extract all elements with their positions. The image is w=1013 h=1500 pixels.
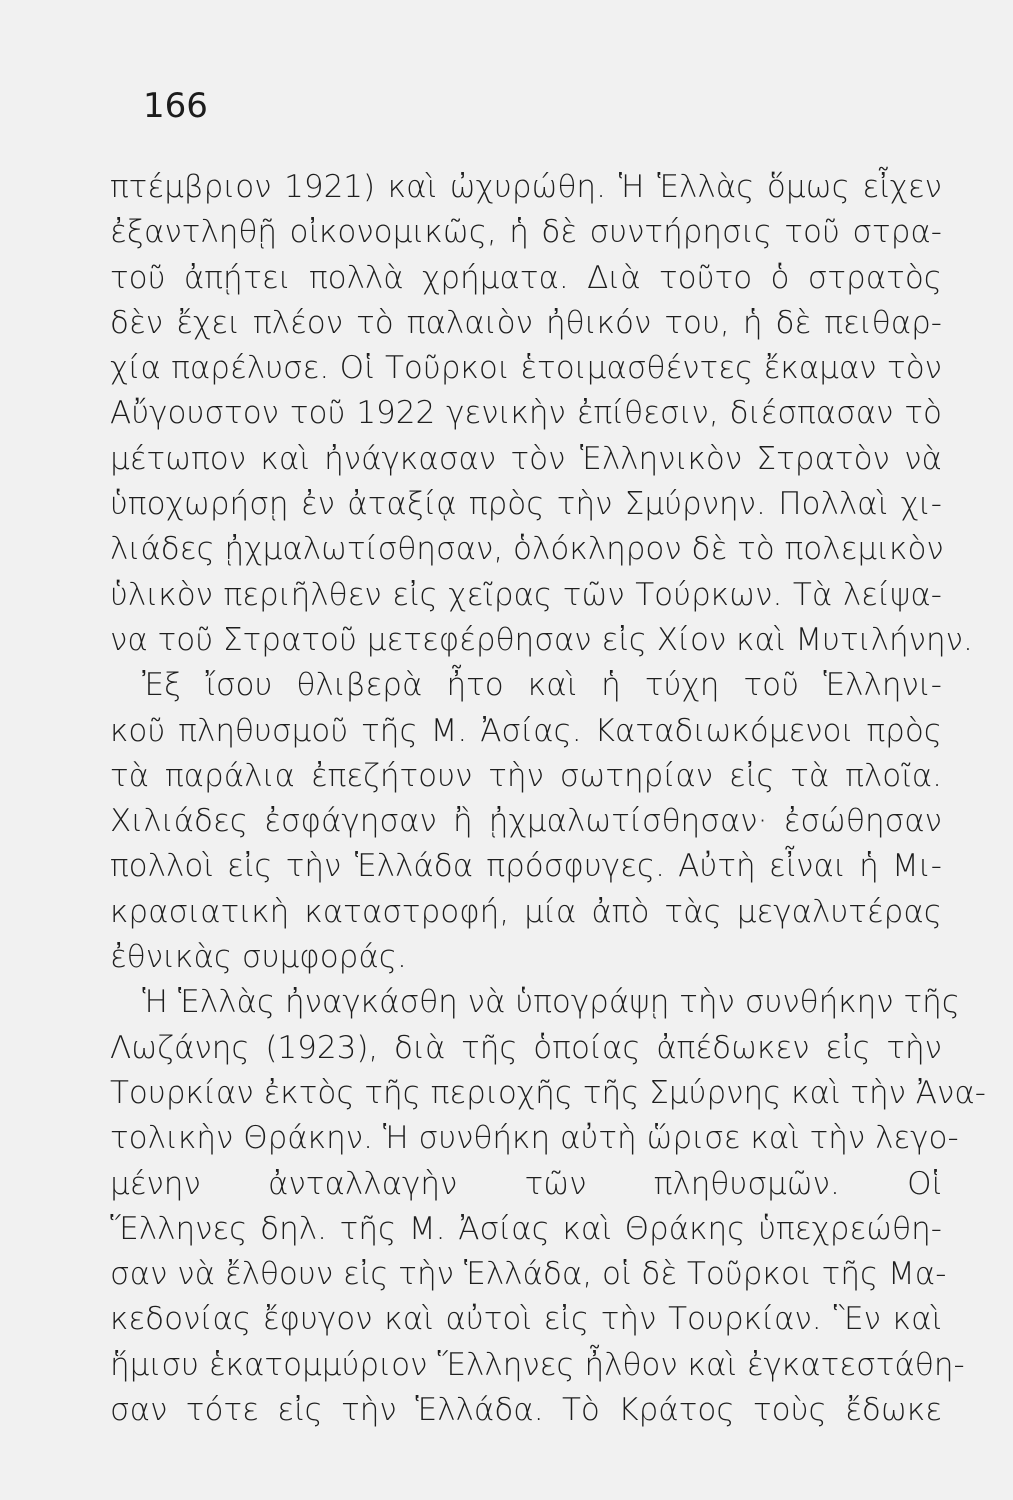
text-line: Αὔγουστον τοῦ 1922 γενικὴν ἐπίθεσιν, διέσπασαν τὸ — [110, 395, 942, 432]
text-line: τὰ παράλια ἐπεζήτουν τὴν σωτηρίαν εἰς τὰ πλοῖα. — [110, 757, 942, 794]
text-line: μένην ἀνταλλαγὴν τῶν πληθυσμῶν. Οἱ — [110, 1165, 942, 1202]
text-line: να τοῦ Στρατοῦ μετεφέρθησαν εἰς Χίον καὶ Μυτιλήνην. — [110, 621, 973, 658]
text-line: ἥμισυ ἑκατομμύριον Ἕλληνες ἦλθον καὶ ἐγκατεστάθη- — [110, 1346, 965, 1383]
text-line: τοῦ ἀπῄτει πολλὰ χρήματα. Διὰ τοῦτο ὁ στρατὸς — [110, 259, 942, 296]
text-line: σαν νὰ ἔλθουν εἰς τὴν Ἑλλάδα, οἱ δὲ Τοῦρκοι τῆς Μα- — [110, 1256, 947, 1293]
text-line: ἐθνικὰς συμφοράς. — [110, 939, 407, 976]
text-line: σαν τότε εἰς τὴν Ἑλλάδα. Τὸ Κράτος τοὺς ἔδωκε — [110, 1392, 942, 1429]
text-line: χία παρέλυσε. Οἱ Τοῦρκοι ἑτοιμασθέντες ἔκαμαν τὸν — [110, 350, 942, 387]
text-line: Τουρκίαν ἐκτὸς τῆς περιοχῆς τῆς Σμύρνης καὶ τὴν Ἀνα- — [110, 1074, 986, 1111]
text-line: ὑλικὸν περιῆλθεν εἰς χεῖρας τῶν Τούρκων. Τὰ λείψα- — [110, 576, 942, 613]
text-line: Ἕλληνες δηλ. τῆς Μ. Ἀσίας καὶ Θράκης ὑπεχρεώθη- — [110, 1210, 942, 1247]
text-line: δὲν ἔχει πλέον τὸ παλαιὸν ἠθικόν του, ἡ δὲ πειθαρ- — [110, 304, 942, 341]
text-line: ὑποχωρήσῃ ἐν ἀταξίᾳ πρὸς τὴν Σμύρνην. Πολλαὶ χι- — [110, 486, 942, 523]
text-line: κοῦ πληθυσμοῦ τῆς Μ. Ἀσίας. Καταδιωκόμενοι πρὸς — [110, 712, 942, 749]
text-line: Λωζάνης (1923), διὰ τῆς ὁποίας ἀπέδωκεν εἰς τὴν — [110, 1029, 942, 1066]
text-line: Ἐξ ἴσου θλιβερὰ ἦτο καὶ ἡ τύχη τοῦ Ἑλληνι- — [142, 667, 942, 704]
text-line: μέτωπον καὶ ἠνάγκασαν τὸν Ἑλληνικὸν Στρατὸν νὰ — [110, 440, 942, 477]
text-line: πολλοὶ εἰς τὴν Ἑλλάδα πρόσφυγες. Αὐτὴ εἶναι ἡ Μι- — [110, 848, 942, 885]
text-line: Χιλιάδες ἐσφάγησαν ἢ ᾐχμαλωτίσθησαν· ἐσώθησαν — [110, 803, 942, 840]
text-line: κρασιατικὴ καταστροφή, μία ἀπὸ τὰς μεγαλυτέρας — [110, 893, 942, 930]
page-number: 166 — [143, 86, 208, 126]
body-text — [110, 165, 986, 1433]
text-line: κεδονίας ἔφυγον καὶ αὐτοὶ εἰς τὴν Τουρκίαν. Ἓν καὶ — [110, 1301, 942, 1338]
text-line: ἐξαντληθῇ οἰκονομικῶς, ἡ δὲ συντήρησις τοῦ στρα- — [110, 214, 942, 251]
text-line: πτέμβριον 1921) καὶ ὠχυρώθη. Ἡ Ἑλλὰς ὅμως εἶχεν — [110, 169, 942, 205]
text-line: λιάδες ᾐχμαλωτίσθησαν, ὁλόκληρον δὲ τὸ πολεμικὸν — [110, 531, 944, 568]
text-line: Ἡ Ἑλλὰς ἠναγκάσθη νὰ ὑπογράψῃ τὴν συνθήκην τῆς — [142, 984, 960, 1021]
text-line: τολικὴν Θράκην. Ἡ συνθήκη αὐτὴ ὥρισε καὶ τὴν λεγο- — [110, 1120, 959, 1157]
